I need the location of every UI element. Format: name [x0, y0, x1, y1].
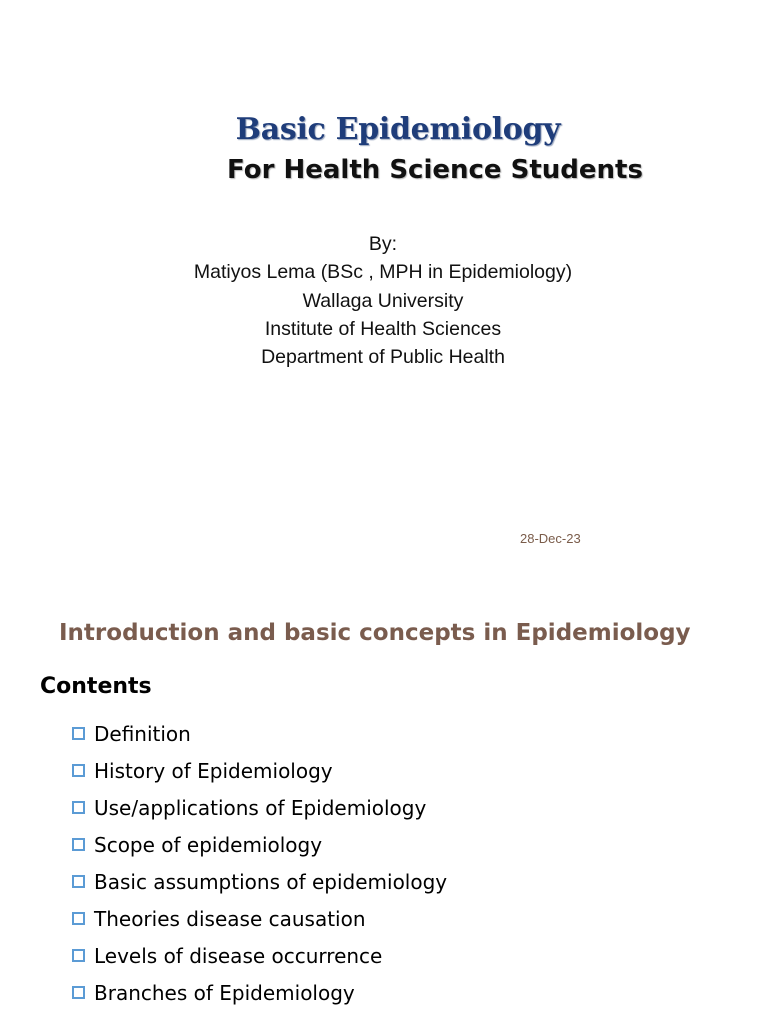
- list-item-text: Basic assumptions of epidemiology: [94, 869, 448, 894]
- list-item: [72, 715, 447, 752]
- list-item-text: Scope of epidemiology: [94, 832, 323, 857]
- list-item: [72, 826, 447, 863]
- list-item: [72, 937, 447, 974]
- contents-list: [72, 715, 447, 1011]
- slide-subtitle: For Health Science Students: [227, 155, 643, 185]
- square-bullet-icon: [72, 838, 85, 851]
- square-bullet-icon: [72, 875, 85, 888]
- section-title: Introduction and basic concepts in Epidemiology: [59, 620, 691, 646]
- square-bullet-icon: [72, 801, 85, 814]
- square-bullet-icon: [72, 986, 85, 999]
- list-item-text: History of Epidemiology: [94, 758, 333, 783]
- author-name: Matiyos Lema (BSc , MPH in Epidemiology): [193, 261, 573, 284]
- list-item: [72, 789, 447, 826]
- square-bullet-icon: [72, 912, 85, 925]
- square-bullet-icon: [72, 764, 85, 777]
- author-university: Wallaga University: [302, 289, 464, 312]
- list-item: [72, 752, 447, 789]
- slide-title: Basic Epidemiology: [235, 112, 561, 147]
- list-item-text: Use/applications of Epidemiology: [94, 795, 427, 820]
- author-institute: Institute of Health Sciences: [264, 317, 502, 340]
- list-item-text: Branches of Epidemiology: [94, 980, 355, 1005]
- author-block: [0, 230, 766, 371]
- author-by-line: By:: [368, 233, 398, 255]
- list-item-text: Levels of disease occurrence: [94, 943, 383, 968]
- list-item: [72, 974, 447, 1011]
- author-department: Department of Public Health: [261, 346, 505, 369]
- list-item-text: Theories disease causation: [94, 906, 366, 931]
- contents-slide: [0, 590, 768, 1024]
- contents-heading: Contents: [40, 674, 152, 699]
- list-item: [72, 900, 447, 937]
- list-item: [72, 863, 447, 900]
- square-bullet-icon: [72, 727, 85, 740]
- slide-date: 28-Dec-23: [520, 531, 581, 546]
- square-bullet-icon: [72, 949, 85, 962]
- list-item-text: Definition: [94, 721, 191, 746]
